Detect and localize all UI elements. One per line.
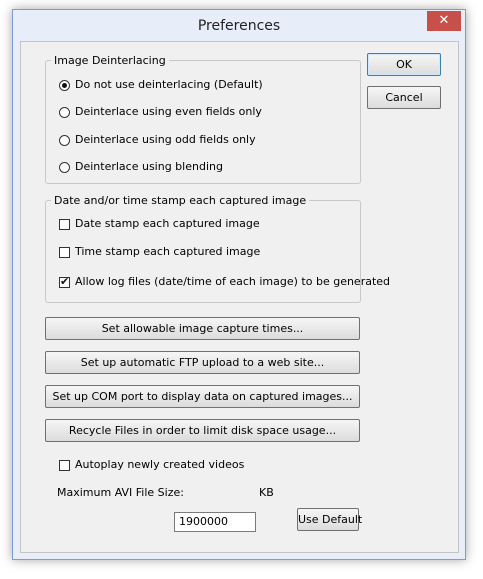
kb-unit-label: KB (259, 486, 274, 499)
ok-button[interactable]: OK (367, 53, 441, 76)
cancel-button[interactable]: Cancel (367, 86, 441, 109)
radio-label: Deinterlace using even fields only (75, 105, 262, 118)
close-icon[interactable]: ✕ (427, 11, 461, 31)
checkbox-label: Time stamp each captured image (75, 245, 261, 258)
radio-blending[interactable] (59, 162, 70, 173)
avi-size-input[interactable]: 1900000 (174, 512, 256, 532)
use-default-button[interactable]: Use Default (297, 508, 359, 531)
radio-label: Deinterlace using odd fields only (75, 133, 256, 146)
max-avi-size-label: Maximum AVI File Size: (57, 486, 184, 499)
recycle-files-button[interactable]: Recycle Files in order to limit disk space usage... (45, 419, 360, 442)
time-stamp-checkbox[interactable] (59, 247, 70, 258)
timestamp-group-label: Date and/or time stamp each captured image (51, 194, 309, 207)
com-port-button[interactable]: Set up COM port to display data on captured images... (45, 385, 360, 408)
radio-label: Do not use deinterlacing (Default) (75, 78, 263, 91)
radio-label: Deinterlace using blending (75, 160, 223, 173)
radio-odd-fields[interactable] (59, 135, 70, 146)
radio-no-deinterlace[interactable] (59, 80, 70, 91)
autoplay-checkbox[interactable] (59, 460, 70, 471)
log-files-checkbox[interactable] (59, 277, 70, 288)
window-title: Preferences (197, 18, 281, 34)
checkmark-icon: ✔ (60, 275, 70, 288)
date-stamp-checkbox[interactable] (59, 219, 70, 230)
ftp-upload-button[interactable]: Set up automatic FTP upload to a web site... (45, 351, 360, 374)
deinterlace-group-label: Image Deinterlacing (51, 54, 169, 67)
title-bar (13, 10, 465, 41)
radio-even-fields[interactable] (59, 107, 70, 118)
checkbox-label: Date stamp each captured image (75, 217, 260, 230)
capture-times-button[interactable]: Set allowable image capture times... (45, 317, 360, 340)
autoplay-label: Autoplay newly created videos (75, 458, 245, 471)
checkbox-label: Allow log files (date/time of each image) to be generated (75, 275, 391, 288)
radio-selected-dot (62, 83, 67, 88)
